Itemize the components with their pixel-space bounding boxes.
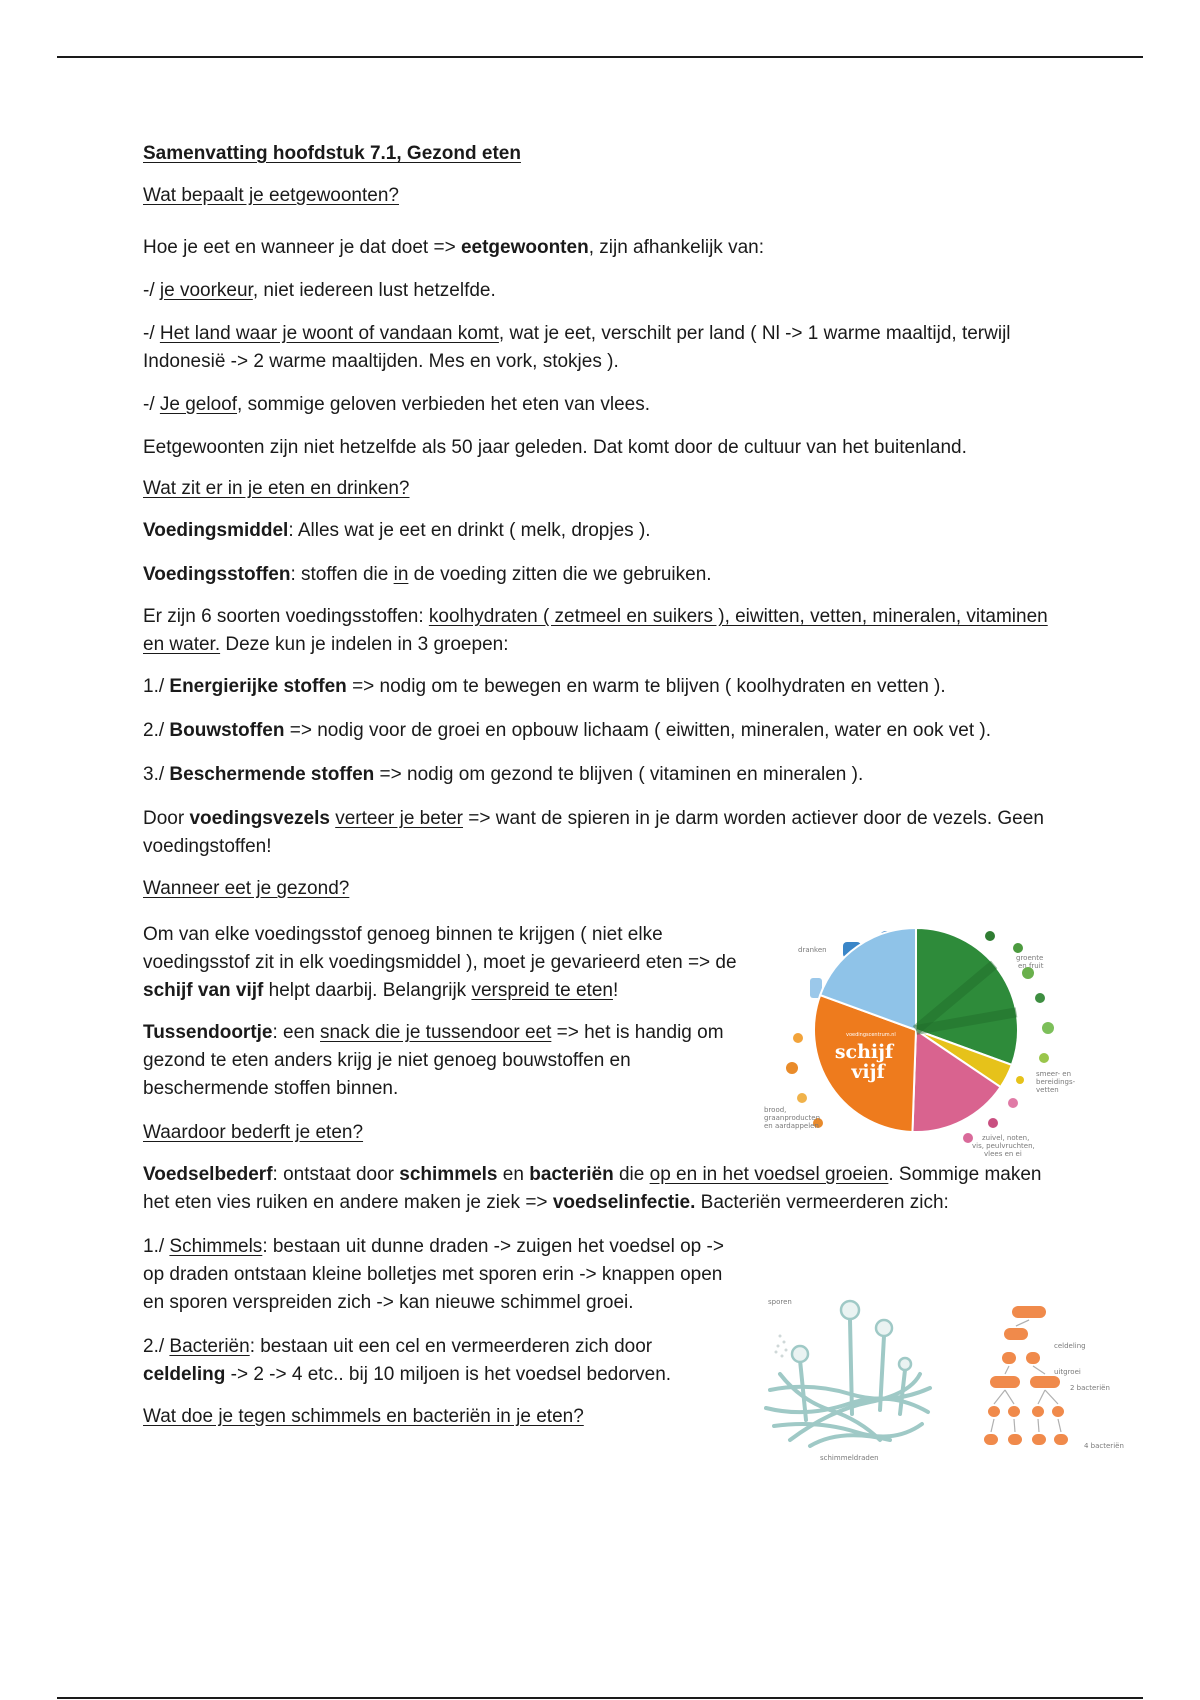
bacterie-cell-10 (1052, 1406, 1064, 1417)
bacterie-cell-12 (1008, 1434, 1022, 1445)
division-arrow-6 (1005, 1390, 1014, 1404)
bullet-land: -/ Het land waar je woont of vandaan komt, wat je eet, verschilt per land ( Nl -> 1 warme maaltijd, terwijl Indonesië -> 2 warme maaltijden. Mes en vork, stokjes ). (143, 323, 1011, 372)
label-vis-2: vis, peulvruchten, (972, 1142, 1035, 1150)
label-groente-1: groente (1016, 954, 1044, 962)
label-uitgroei: uitgroei (1054, 1368, 1081, 1376)
division-arrow-10 (1014, 1419, 1015, 1432)
schimmel-figure (760, 1290, 935, 1470)
label-smeer-1: smeer- en (1036, 1070, 1072, 1078)
division-arrow-9 (991, 1419, 994, 1432)
bacterie-cell-11 (984, 1434, 998, 1445)
bottom-rule (57, 1697, 1143, 1699)
sporen-dots (775, 1335, 788, 1358)
label-brood-1: brood, (764, 1106, 787, 1114)
bacterie-figure (968, 1294, 1128, 1470)
heading-gezond: Wanneer eet je gezond? (143, 878, 350, 899)
bacterie-cell-14 (1054, 1434, 1068, 1445)
gezond-text-column (143, 921, 743, 1103)
label-brood-3: en aardappelen (764, 1122, 819, 1130)
schijf-pie (814, 928, 1018, 1132)
division-arrow-5 (994, 1390, 1005, 1404)
heading-eten-drinken: Wat zit er in je eten en drinken? (143, 478, 410, 499)
label-brood-2: graanproducten (764, 1114, 821, 1122)
bacterie-cell-9 (1032, 1406, 1044, 1417)
six-nutrients: Er zijn 6 soorten voedingsstoffen: koolhydraten ( zetmeel en suikers ), eiwitten, vetten, mineralen, vitaminen en water. Deze kun je indelen in 3 groepen: (143, 606, 1048, 655)
label-4-bacterien: 4 bacteriën (1084, 1442, 1124, 1450)
label-groente-2: en fruit (1018, 962, 1044, 970)
label-smeer-3: vetten (1036, 1086, 1059, 1094)
schijf-center-line2: vijf (851, 1061, 885, 1083)
division-arrow-4 (1033, 1366, 1045, 1374)
bacterie-cell-1 (1012, 1306, 1046, 1318)
division-arrow-7 (1038, 1390, 1045, 1404)
document-body (143, 140, 1063, 1431)
schijf-center-line1: schijf (834, 1041, 894, 1063)
schijf-center-small: voedingscentrum.nl (846, 1032, 896, 1038)
group-energierijk: 1./ Energierijke stoffen => nodig om te bewegen en warm te blijven ( koolhydraten en vetten ). (143, 676, 946, 697)
bacterie-cell-3 (1002, 1352, 1016, 1364)
bacterie-cell-5 (990, 1376, 1020, 1388)
bacterie-cell-2 (1004, 1328, 1028, 1340)
bacterie-cell-6 (1030, 1376, 1060, 1388)
def-voedingsmiddel: Voedingsmiddel: Alles wat je eet en drinkt ( melk, dropjes ). (143, 520, 651, 541)
bacterie-cell-13 (1032, 1434, 1046, 1445)
heading-bederf: Waardoor bederft je eten? (143, 1122, 364, 1143)
division-arrow-12 (1058, 1419, 1061, 1432)
heading-schimmels-bacterien: Wat doe je tegen schimmels en bacteriën in je eten? (143, 1406, 584, 1427)
intro-paragraph: Hoe je eet en wanneer je dat doet => eetgewoonten, zijn afhankelijk van: (143, 237, 765, 258)
def-voedingsstoffen: Voedingsstoffen: stoffen die in de voeding zitten die we gebruiken. (143, 564, 712, 585)
closing-paragraph: Eetgewoonten zijn niet hetzelfde als 50 jaar geleden. Dat komt door de cultuur van het buitenland. (143, 437, 967, 458)
heading-eetgewoonten: Wat bepaalt je eetgewoonten? (143, 185, 399, 206)
label-vis-3: vlees en ei (984, 1150, 1022, 1158)
division-arrow-8 (1045, 1390, 1058, 1404)
label-dranken: dranken (798, 946, 827, 954)
division-arrow-11 (1038, 1419, 1039, 1432)
label-schimmeldraden: schimmeldraden (820, 1454, 879, 1462)
bacterie-cell-4 (1026, 1352, 1040, 1364)
document-title: Samenvatting hoofdstuk 7.1, Gezond eten (143, 143, 521, 164)
schimmeldraden-lines (766, 1320, 930, 1446)
division-arrow-3 (1005, 1366, 1009, 1374)
vezels-paragraph: Door voedingsvezels verteer je beter => want de spieren in je darm worden actiever door de vezels. Geen voedingstoffen! (143, 808, 1044, 857)
schijf-paragraph: Om van elke voedingsstof genoeg binnen te krijgen ( niet elke voedingsstof zit in elk voedingsmiddel ), moet je gevarieerd eten => de schijf van vijf helpt daarbij. Belangrijk verspreid te eten! (143, 924, 737, 1001)
schijf-van-vijf-figure (758, 918, 1088, 1168)
division-arrow-2 (1016, 1320, 1029, 1326)
voedselbederf-paragraph: Voedselbederf: ontstaat door schimmels en bacteriën die op en in het voedsel groeien. Sommige maken het eten vies ruiken en andere maken je ziek => voedselinfectie. Bacteriën vermeerderen zich: (143, 1164, 1042, 1213)
bullet-geloof: -/ Je geloof, sommige geloven verbieden het eten van vlees. (143, 394, 650, 415)
bederf-text-column (143, 1233, 733, 1389)
label-2-bacterien: 2 bacteriën (1070, 1384, 1110, 1392)
tussendoortje-paragraph: Tussendoortje: een snack die je tussendoor eet => het is handig om gezond te eten anders krijg je niet genoeg bouwstoffen en beschermende stoffen binnen. (143, 1022, 724, 1099)
top-rule (57, 56, 1143, 58)
label-sporen: sporen (768, 1298, 792, 1306)
group-bouwstoffen: 2./ Bouwstoffen => nodig voor de groei en opbouw lichaam ( eiwitten, mineralen, water en ook vet ). (143, 720, 992, 741)
label-smeer-2: bereidings- (1036, 1078, 1076, 1086)
group-beschermend: 3./ Beschermende stoffen => nodig om gezond te blijven ( vitaminen en mineralen ). (143, 764, 864, 785)
label-celdeling: celdeling (1054, 1342, 1086, 1350)
bacterien-paragraph: 2./ Bacteriën: bestaan uit een cel en vermeerderen zich door celdeling -> 2 -> 4 etc.. bij 10 miljoen is het voedsel bedorven. (143, 1336, 672, 1385)
bullet-voorkeur: -/ je voorkeur, niet iedereen lust hetzelfde. (143, 280, 496, 301)
bacterie-cell-7 (988, 1406, 1000, 1417)
label-vis-1: zuivel, noten, (982, 1134, 1030, 1142)
bacterie-cell-8 (1008, 1406, 1020, 1417)
schimmels-paragraph: 1./ Schimmels: bestaan uit dunne draden -> zuigen het voedsel op -> op draden ontstaan kleine bolletjes met sporen erin -> knappen open en sporen verspreiden zich -> kan nieuwe schimmel groei. (143, 1236, 724, 1313)
